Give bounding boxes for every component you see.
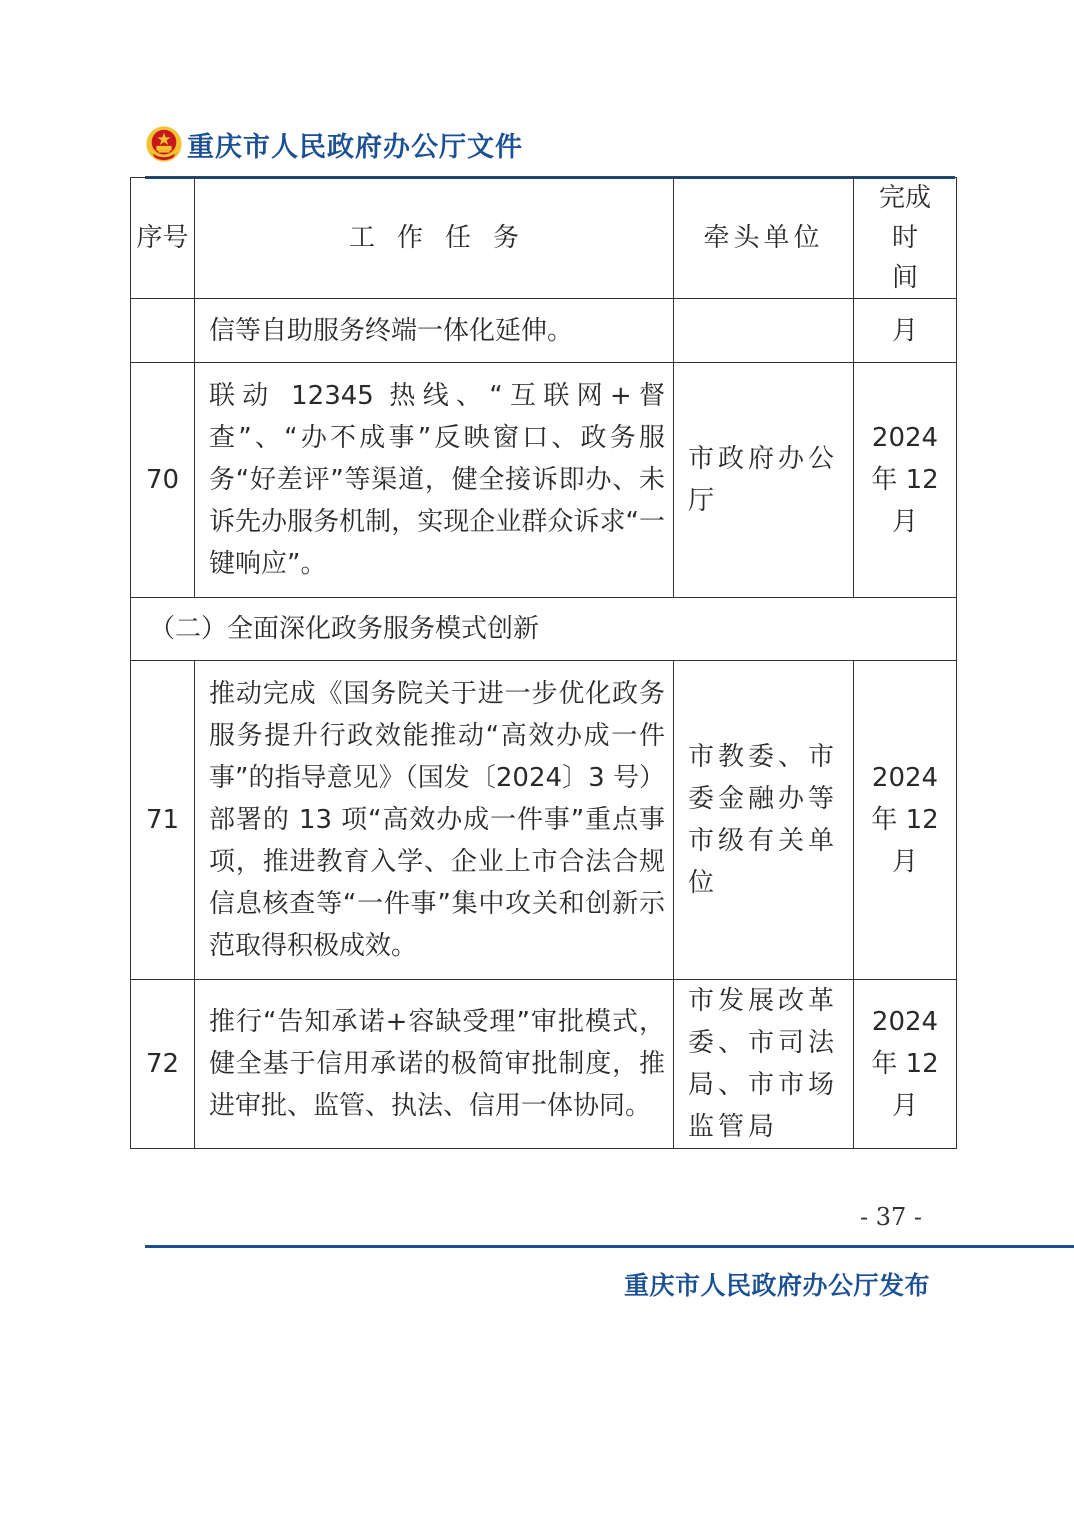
row-num: 70 — [131, 363, 195, 598]
header-time-line1: 完成时 — [878, 183, 931, 253]
table-row — [131, 661, 957, 980]
header-unit: 牵头单位 — [674, 178, 854, 299]
row-time: 2024 年 12 月 — [854, 980, 957, 1149]
header-time-line2: 间 — [891, 263, 918, 293]
table-row — [131, 299, 957, 363]
header-task: 工作任务 — [195, 178, 674, 299]
row-time: 月 — [854, 299, 957, 363]
row-unit: 市发展改革委、市司法局、市市场监管局 — [674, 980, 854, 1149]
page-number: - 37 - — [860, 1203, 923, 1231]
row-unit: 市政府办公厅 — [674, 363, 854, 598]
row-task: 推动完成《国务院关于进一步优化政务服务提升行政效能推动“高效办成一件事”的指导意见》（国发〔2024〕3 号）部署的 13 项“高效办成一件事”重点事项，推进教育入学、企业上市合法合规信息核查等“一件事”集中攻关和创新示范取得积极成效。 — [195, 661, 674, 980]
header-title: 重庆市人民政府办公厅文件 — [187, 131, 523, 163]
table-row — [131, 363, 957, 598]
row-unit — [674, 299, 854, 363]
national-emblem-icon — [145, 125, 183, 163]
row-task: 推行“告知承诺+容缺受理”审批模式，健全基于信用承诺的极简审批制度，推进审批、监管、执法、信用一体协同。 — [195, 980, 674, 1149]
footer-publisher: 重庆市人民政府办公厅发布 — [624, 1271, 931, 1300]
row-task: 联动 12345 热线、“互联网+督查”、“办不成事”反映窗口、政务服务“好差评”等渠道，健全接诉即办、未诉先办服务机制，实现企业群众诉求“一键响应”。 — [195, 363, 674, 598]
section-row — [131, 598, 957, 661]
row-num: 71 — [131, 661, 195, 980]
header-num: 序号 — [131, 178, 195, 299]
section-heading: （二）全面深化政务服务模式创新 — [131, 598, 957, 661]
footer-divider — [145, 1245, 1074, 1248]
row-unit: 市教委、市委金融办等市级有关单位 — [674, 661, 854, 980]
row-num — [131, 299, 195, 363]
table-header-row — [131, 178, 957, 299]
row-time: 2024 年 12 月 — [854, 363, 957, 598]
task-table — [130, 177, 957, 1149]
document-header — [145, 122, 523, 166]
table-row — [131, 980, 957, 1149]
row-task: 信等自助服务终端一体化延伸。 — [195, 299, 674, 363]
header-time — [854, 178, 957, 299]
row-time: 2024 年 12 月 — [854, 661, 957, 980]
row-num: 72 — [131, 980, 195, 1149]
